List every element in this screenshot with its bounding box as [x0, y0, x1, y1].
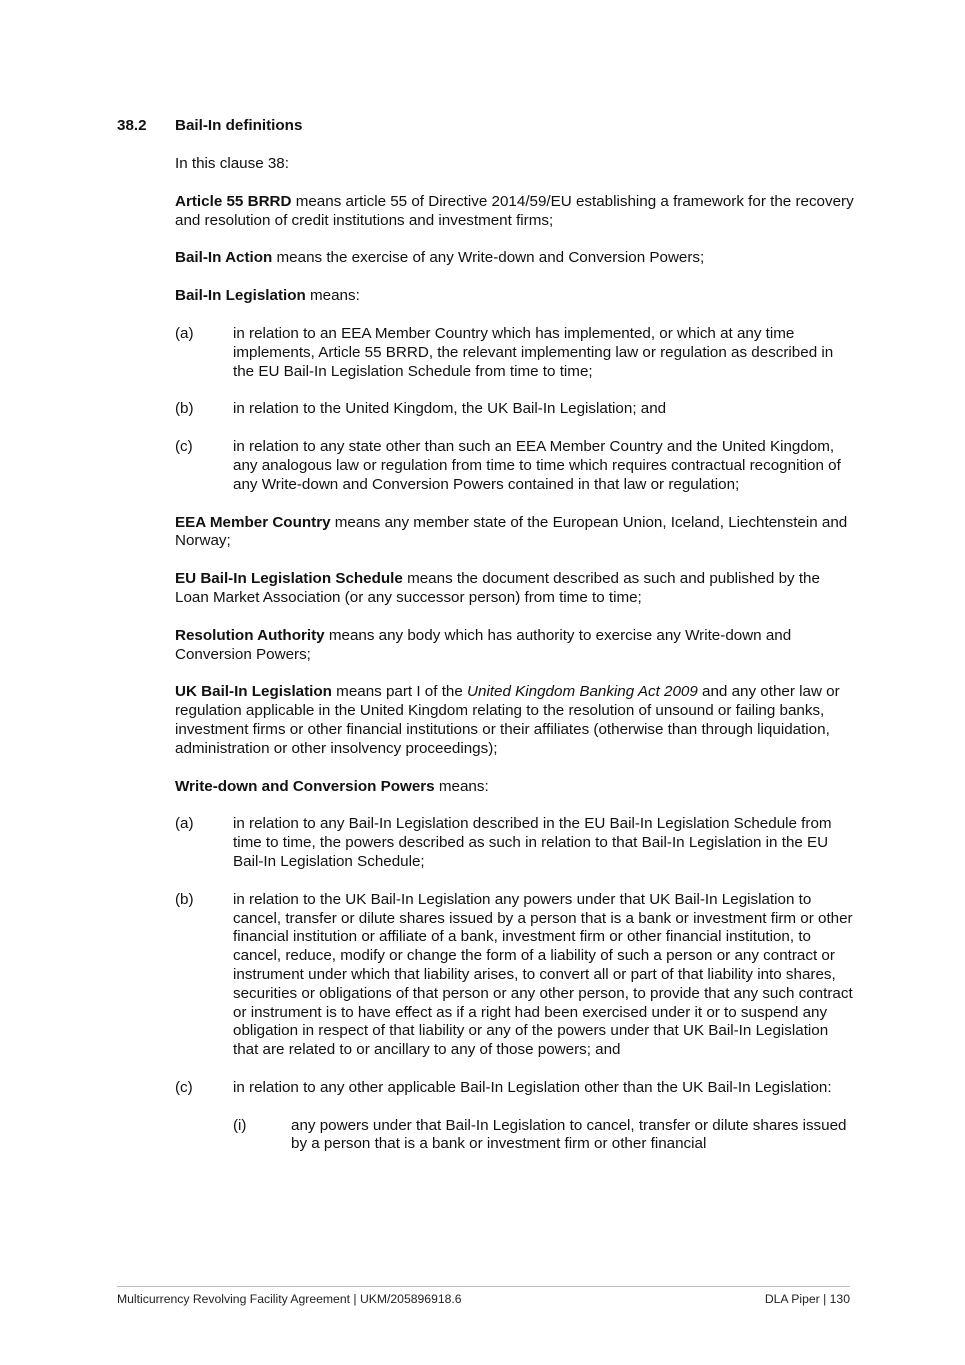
definition-term: Write-down and Conversion Powers [175, 777, 435, 795]
list-item-label: (b) [175, 400, 194, 418]
definition-article-55-brrd [175, 193, 855, 231]
definition-text: means the exercise of any Write-down and Conversion Powers; [272, 249, 705, 267]
footer-divider [117, 1286, 850, 1287]
list-item-label: (a) [175, 324, 194, 342]
list-item [175, 1079, 855, 1154]
definition-text: means any member state of the European Union, Iceland, Liechtenstein and Norway; [175, 513, 848, 550]
list-item-text: in relation to any state other than such an EEA Member Country and the United Kingdom, any analogous law or regulation from time to time which requires contractual recognition of any Write-down and Conversion Powers contained in that law or regulation; [233, 438, 841, 493]
footer-page-number: DLA Piper | 130 [764, 1292, 850, 1306]
list-item-label: (c) [175, 1078, 193, 1096]
definition-bail-in-legislation [175, 287, 855, 306]
definition-term: EEA Member Country [175, 513, 331, 531]
definition-bail-in-action [175, 249, 855, 268]
definition-text-before: means part I of the [331, 683, 468, 701]
definition-uk-bail-in-legislation [175, 683, 855, 758]
list-item-label: (a) [175, 815, 194, 833]
definition-term: Resolution Authority [175, 626, 325, 644]
definition-text-after: and any other law or regulation applicable in the United Kingdom relating to the resolution of unsound or failing banks, investment firms or other financial institutions or their affiliates (otherwise than through liquidation, administration or other insolvency proceedings); [175, 683, 840, 757]
definition-text: means: [305, 287, 360, 305]
definition-term: Bail-In Action [175, 249, 273, 267]
definition-term: Article 55 BRRD [175, 192, 292, 210]
list-item-text: in relation to an EEA Member Country which has implemented, or which at any time implements, Article 55 BRRD, the relevant implementing law or regulation as described in the EU Bail-In Legislation Schedule from time to time; [233, 324, 834, 380]
definition-text: means: [434, 777, 489, 795]
list-item [175, 438, 855, 494]
intro-text: In this clause 38: [175, 155, 289, 172]
definition-text: means article 55 of Directive 2014/59/EU establishing a framework for the recovery and resolution of credit institutions and investment firms; [175, 192, 854, 229]
list-item [175, 325, 855, 381]
sub-list-item-label: (i) [233, 1116, 247, 1134]
section-heading [117, 117, 302, 136]
definition-resolution-authority [175, 627, 855, 665]
list-item [175, 891, 855, 1060]
sub-list-item-text: any powers under that Bail-In Legislation to cancel, transfer or dilute shares issued by a person that is a bank or investment firm or other financial [291, 1116, 847, 1153]
definition-text: means any body which has authority to exercise any Write-down and Conversion Powers; [175, 626, 792, 663]
list-item-text: in relation to the United Kingdom, the UK Bail-In Legislation; and [233, 400, 667, 418]
list-item-text: in relation to any other applicable Bail-In Legislation other than the UK Bail-In Legislation: [233, 1078, 832, 1096]
list-item [175, 400, 855, 419]
definition-term: UK Bail-In Legislation [175, 683, 332, 701]
definition-write-down-and-conversion-powers [175, 778, 855, 797]
list-item-label: (b) [175, 890, 194, 908]
definition-term: Bail-In Legislation [175, 287, 306, 305]
section-body [175, 155, 855, 1173]
definition-term: EU Bail-In Legislation Schedule [175, 570, 403, 588]
sub-list-item [233, 1117, 855, 1155]
list-item-label: (c) [175, 438, 193, 456]
section-title: Bail-In definitions [175, 117, 303, 134]
footer-document-reference: Multicurrency Revolving Facility Agreement | UKM/205896918.6 [117, 1292, 462, 1306]
section-number: 38.2 [117, 117, 147, 134]
list-item [175, 815, 855, 871]
definition-eea-member-country [175, 514, 855, 552]
definition-text: means the document described as such and published by the Loan Market Association (or any successor person) from time to time; [175, 570, 820, 606]
list-item-text: in relation to the UK Bail-In Legislation any powers under that UK Bail-In Legislation to cancel, transfer or dilute shares issued by a person that is a bank or investment firm or other financial institution or affiliate of a bank, investment firm or other financial institution, to cancel, reduce, modify or change the form of a liability of such a person or any contract or instrument under which that liability arises, to convert all or part of that liability into shares, securities or obligations of that person or any other person, to provide that any such contract or instrument is to have effect as if a right had been exercised under it or to suspend any obligation in respect of that liability or any of the powers under that UK Bail-In Legislation that are related to or ancillary to any of those powers; and [233, 890, 853, 1059]
definition-eu-bail-in-legislation-schedule [175, 570, 855, 608]
act-title: United Kingdom Banking Act 2009 [467, 683, 698, 701]
list-item-text: in relation to any Bail-In Legislation described in the EU Bail-In Legislation Schedule from time to time, the powers described as such in relation to that Bail-In Legislation in the EU Bail-In Legislation Schedule; [233, 815, 832, 870]
